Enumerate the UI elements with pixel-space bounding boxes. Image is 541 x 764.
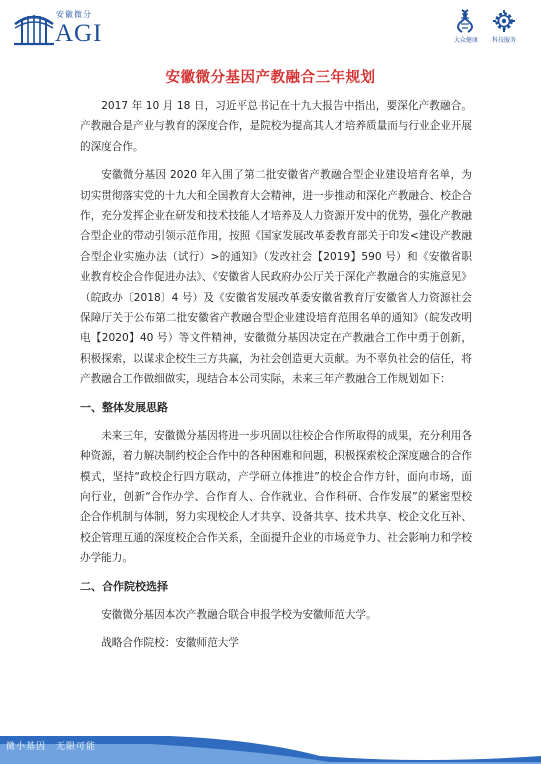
- section-2-paragraph-1: 安徽微分基因本次产教融合联合申报学校为安徽师范大学。: [101, 608, 377, 621]
- page-header: [0, 0, 541, 62]
- tech-service-label: 科技服务: [491, 37, 516, 44]
- document-title: 安徽微分基因产教融合三年规划: [165, 70, 376, 86]
- section-heading-2: 二、合作院校选择: [80, 579, 168, 593]
- company-logo: [12, 6, 132, 50]
- page-footer: [0, 734, 541, 764]
- section-1-paragraph: 未来三年，安徽微分基因将进一步巩固以往校企合作所取得的成果，充分利用各种资源，着力解决制约校企合作中的各种困难和问题，积极探索校企深度融合的合作模式，坚持“政校企行四方联动，产学研立体推进”的校企合作方针，面向市场，面向行业，创新“合作办学、合作育人、合作就业、合作科研、合作发展”的紧密型校企合作机制与体制，努力实现校企人才共享、设备共享、技术共享、校企文化互补、校企管理互通的深度校企合作关系，全面提升企业的市场竞争力、社会影响力和学校办学能力。: [80, 429, 472, 565]
- intro-paragraph-2: 安徽微分基因 2020 年入围了第二批安徽省产教融合型企业建设培育名单，为切实贯彻落实党的十九大和全国教育大会精神，进一步推动和深化产教融合、校企合作，充分发挥企业在研发和技术技能人才培养及人力资源开发中的优势，强化产教融合型企业的带动引领示范作用，按照《国家发展改革委教育部关于印发<建设产教融合型企业实施办法（试行）>的通知》（发改社会【2019】590 号）和《安徽省职业教育校企合作促进办法》、《安徽省人民政府办公厅关于深化产教融合的实施意见》（皖政办〔2018〕4 号）及《安徽省发展改革委安徽省教育厅安徽省人力资源社会保障厅关于公布第二批安徽省产教融合型企业建设培育范围名单的通知》（皖发改明电【2020】40 号）等文件精神，安徽微分基因决定在产教融合工作中勇于创新，积极探索，以谋求企校生三方共赢，为社会创造更大贡献。为不辜负社会的信任，将产教融合工作做细做实，现结合本公司实际，未来三年产教融合工作规划如下：: [80, 169, 472, 386]
- intro-paragraph-1: 2017 年 10 月 18 日，习近平总书记在十九大报告中指出，要深化产教融合。产教融合是产业与教育的深度合作，是院校为提高其人才培养质量而与行业企业开展的深度合作。: [80, 100, 472, 153]
- public-health-badge: [448, 8, 484, 48]
- bridge-logo-icon: [12, 8, 56, 48]
- tech-service-badge: [486, 8, 522, 48]
- logo-agi-text: AGI: [55, 20, 103, 47]
- section-2-paragraph-2: 战略合作院校：安徽师范大学: [101, 636, 239, 649]
- public-health-label: 大众健康: [453, 37, 478, 44]
- dna-icon: [454, 8, 478, 34]
- footer-slogan: 微小基因 无限可能: [6, 742, 97, 752]
- logo-chinese-text: 安徽微分: [56, 10, 92, 19]
- section-heading-1: 一、整体发展思路: [80, 400, 168, 414]
- gear-icon: [491, 8, 517, 34]
- document-body: [80, 96, 472, 661]
